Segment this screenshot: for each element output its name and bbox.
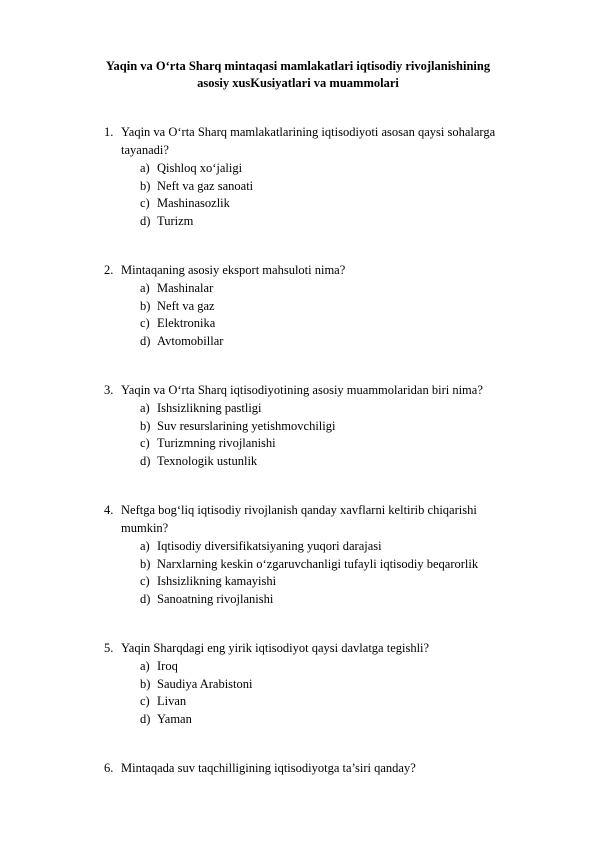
question-text-line: mumkin? xyxy=(121,520,169,535)
option-letter: a) xyxy=(140,401,150,415)
option-letter: c) xyxy=(140,436,150,450)
option-letter: b) xyxy=(140,178,151,193)
option-text: Turizmning rivojlanishi xyxy=(157,436,276,450)
option-letter: d) xyxy=(140,711,151,726)
option-text: Sanoatning rivojlanishi xyxy=(157,591,274,606)
option-letter: c) xyxy=(140,316,150,330)
option-letter: b) xyxy=(140,556,151,571)
question-text xyxy=(121,262,551,280)
title-line-1: Yaqin va O‘rta Sharq mintaqasi mamlakatlari iqtisodiy rivojlanishining xyxy=(105,59,491,73)
option-letter: a) xyxy=(140,281,150,295)
question-text xyxy=(121,502,551,537)
option-letter: a) xyxy=(140,539,150,553)
question-text-line: Neftga bog‘liq iqtisodiy rivojlanish qanday xavflarni keltirib chiqarishi xyxy=(121,503,477,517)
option-text: Texnologik ustunlik xyxy=(157,453,258,468)
option-text: Ishsizlikning kamayishi xyxy=(157,574,277,588)
option-text: Qishloq xo‘jaligi xyxy=(157,161,243,175)
option-letter: b) xyxy=(140,676,151,691)
option-text: Mashinalar xyxy=(157,281,214,295)
option-letter: b) xyxy=(140,418,151,433)
question-text xyxy=(121,124,551,159)
option-text: Ishsizlikning pastligi xyxy=(157,401,262,415)
option-text: Turizm xyxy=(157,213,194,228)
question-text-line: Yaqin va O‘rta Sharq mamlakatlarining iqtisodiyoti asosan qaysi sohalarga xyxy=(121,125,496,139)
question-text-line: Yaqin va O‘rta Sharq iqtisodiyotining asosiy muammolaridan biri nima? xyxy=(121,383,483,397)
question-text xyxy=(121,382,551,400)
option-text: Neft va gaz xyxy=(157,298,215,313)
title-line-2: asosiy xusKusiyatlari va muammolari xyxy=(197,76,399,90)
option-text: Suv resurslarining yetishmovchiligi xyxy=(157,418,336,433)
option-text: Narxlarning keskin o‘zgaruvchanligi tufayli iqtisodiy beqarorlik xyxy=(157,556,479,571)
option-text: Neft va gaz sanoati xyxy=(157,178,254,193)
option-letter: c) xyxy=(140,196,150,210)
question-number: 2. xyxy=(104,263,114,277)
option-text: Yaman xyxy=(157,711,192,726)
option-text: Iqtisodiy diversifikatsiyaning yuqori darajasi xyxy=(157,539,382,553)
option-letter: d) xyxy=(140,333,151,348)
option-letter: d) xyxy=(140,591,151,606)
question-number: 4. xyxy=(104,503,114,517)
option-letter: a) xyxy=(140,161,150,175)
question-text-line: tayanadi? xyxy=(121,142,169,157)
option-letter: a) xyxy=(140,659,150,673)
option-letter: d) xyxy=(140,453,151,468)
question-text-line: Yaqin Sharqdagi eng yirik iqtisodiyot qaysi davlatga tegishli? xyxy=(121,641,430,655)
question-text xyxy=(121,760,551,778)
option-text: Iroq xyxy=(157,659,178,673)
option-text: Avtomobillar xyxy=(157,333,224,348)
option-letter: c) xyxy=(140,694,150,708)
question-text-line: Mintaqaning asosiy eksport mahsuloti nima? xyxy=(121,263,346,277)
question-text xyxy=(121,640,551,658)
option-text: Elektronika xyxy=(157,316,216,330)
option-letter: d) xyxy=(140,213,151,228)
option-text: Saudiya Arabistoni xyxy=(157,676,253,691)
question-number: 6. xyxy=(104,761,114,775)
question-number: 5. xyxy=(104,641,114,655)
option-text: Mashinasozlik xyxy=(157,196,230,210)
question-number: 1. xyxy=(104,125,114,139)
question-number: 3. xyxy=(104,383,114,397)
option-letter: b) xyxy=(140,298,151,313)
option-letter: c) xyxy=(140,574,150,588)
option-text: Livan xyxy=(157,694,187,708)
question-text-line: Mintaqada suv taqchilligining iqtisodiyotga ta’siri qanday? xyxy=(121,761,416,775)
document-title xyxy=(60,58,536,92)
